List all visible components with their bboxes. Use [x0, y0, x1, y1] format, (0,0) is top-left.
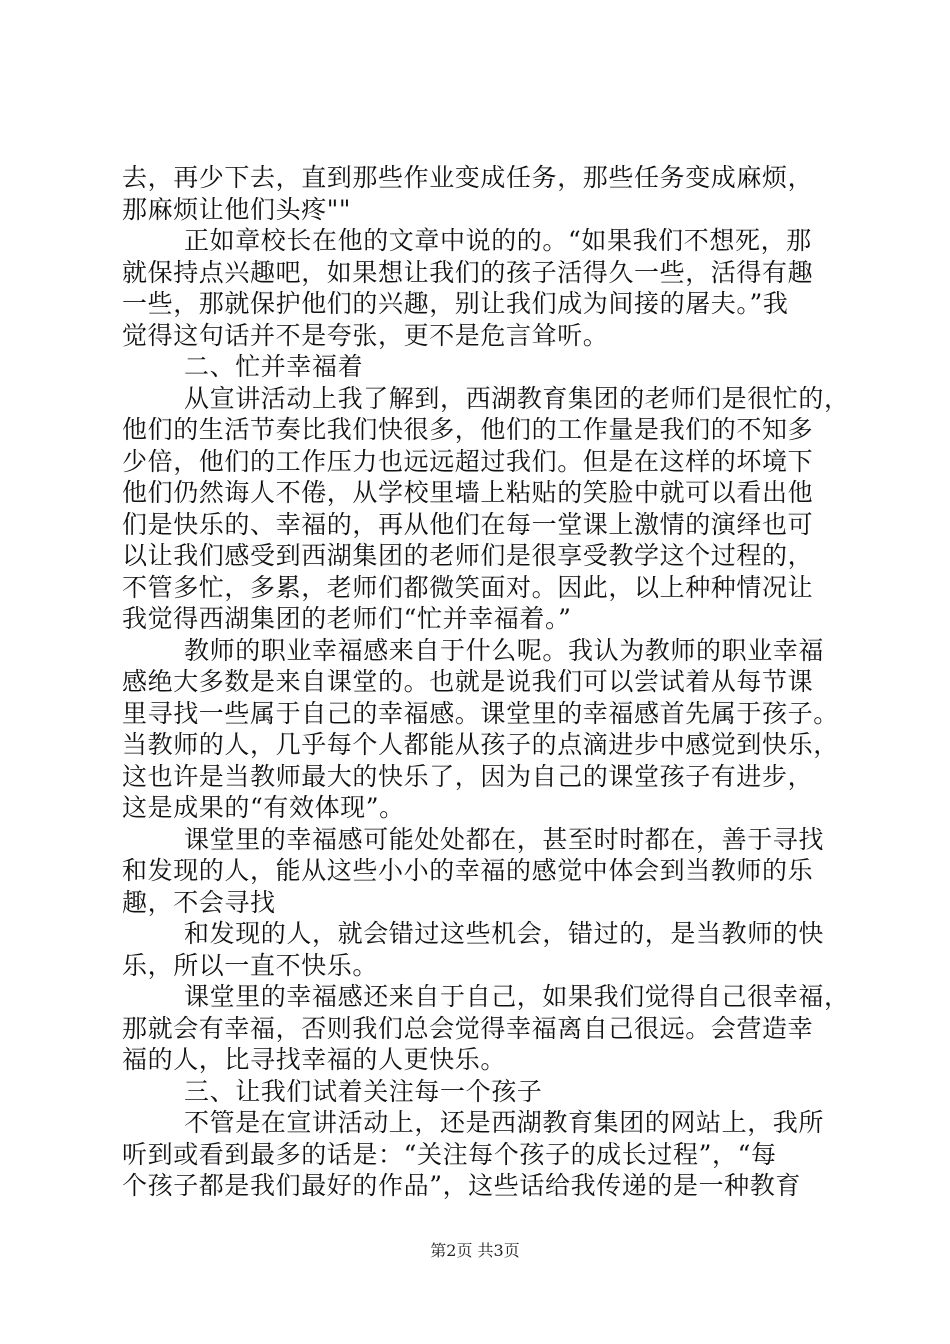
text-line: 教师的职业幸福感来自于什么呢。我认为教师的职业幸福	[184, 635, 825, 665]
text-line: 觉得这句话并不是夸张，更不是危言耸听。	[122, 320, 609, 350]
text-line: 一些，那就保护他们的兴趣，别让我们成为间接的屠夫。”我	[122, 289, 789, 318]
text-line: 那麻烦让他们头疼""	[122, 194, 351, 224]
text-line: 感绝大多数是来自课堂的。也就是说我们可以尝试着从每节课	[122, 667, 814, 696]
text-line: 不管是在宣讲活动上，还是西湖教育集团的网站上，我所	[184, 1108, 825, 1137]
text-line: 从宣讲活动上我了解到，西湖教育集团的老师们是很忙的，	[184, 383, 850, 413]
text-line: 和发现的人，能从这些小小的幸福的感觉中体会到当教师的乐	[122, 856, 814, 885]
text-line: 三、让我们试着关注每一个孩子	[184, 1076, 543, 1106]
text-line: 他们的生活节奏比我们快很多，他们的工作量是我们的不知多	[122, 415, 814, 444]
text-line: 这也许是当教师最大的快乐了，因为自己的课堂孩子有进步，	[122, 761, 814, 791]
body-text	[122, 162, 850, 1202]
text-line: 们是快乐的、幸福的，再从他们在每一堂课上激情的演绎也可	[122, 509, 814, 539]
text-line: 不管多忙，多累，老师们都微笑面对。因此，以上种种情况让	[122, 572, 814, 602]
text-line: 去，再少下去，直到那些作业变成任务，那些任务变成麻烦，	[122, 163, 814, 192]
text-line: 听到或看到最多的话是：“关注每个孩子的成长过程”，“每	[122, 1139, 777, 1169]
text-line: 这是成果的“有效体现”。	[122, 793, 405, 822]
text-line: 正如章校长在他的文章中说的的。“如果我们不想死，那	[184, 226, 812, 255]
text-line: 趣，不会寻找	[122, 887, 276, 917]
text-line: 课堂里的幸福感可能处处都在，甚至时时都在，善于寻找	[184, 824, 825, 854]
text-line: 少倍，他们的工作压力也远远超过我们。但是在这样的坏境下	[122, 446, 814, 476]
text-line: 课堂里的幸福感还来自于自己，如果我们觉得自己很幸福，	[184, 982, 850, 1011]
text-line: 就保持点兴趣吧，如果想让我们的孩子活得久一些，活得有趣	[122, 257, 814, 287]
text-line: 个孩子都是我们最好的作品”，这些话给我传递的是一种教育	[122, 1171, 801, 1200]
text-line: 当教师的人，几乎每个人都能从孩子的点滴进步中感觉到快乐，	[122, 730, 839, 759]
text-line: 乐，所以一直不快乐。	[122, 950, 379, 980]
page-number-footer: 第2页 共3页	[430, 1241, 520, 1260]
text-line: 那就会有幸福，否则我们总会觉得幸福离自己很远。会营造幸	[122, 1013, 814, 1043]
text-line: 和发现的人，就会错过这些机会，错过的，是当教师的快	[184, 919, 825, 948]
text-line: 二、忙并幸福着	[184, 352, 364, 381]
text-line: 里寻找一些属于自己的幸福感。课堂里的幸福感首先属于孩子。	[122, 698, 839, 728]
text-line: 他们仍然诲人不倦，从学校里墙上粘贴的笑脸中就可以看出他	[122, 478, 814, 507]
text-line: 我觉得西湖集团的老师们“忙并幸福着。”	[122, 604, 572, 633]
text-line: 以让我们感受到西湖集团的老师们是很享受教学这个过程的，	[122, 541, 814, 570]
text-line: 福的人，比寻找幸福的人更快乐。	[122, 1045, 507, 1074]
